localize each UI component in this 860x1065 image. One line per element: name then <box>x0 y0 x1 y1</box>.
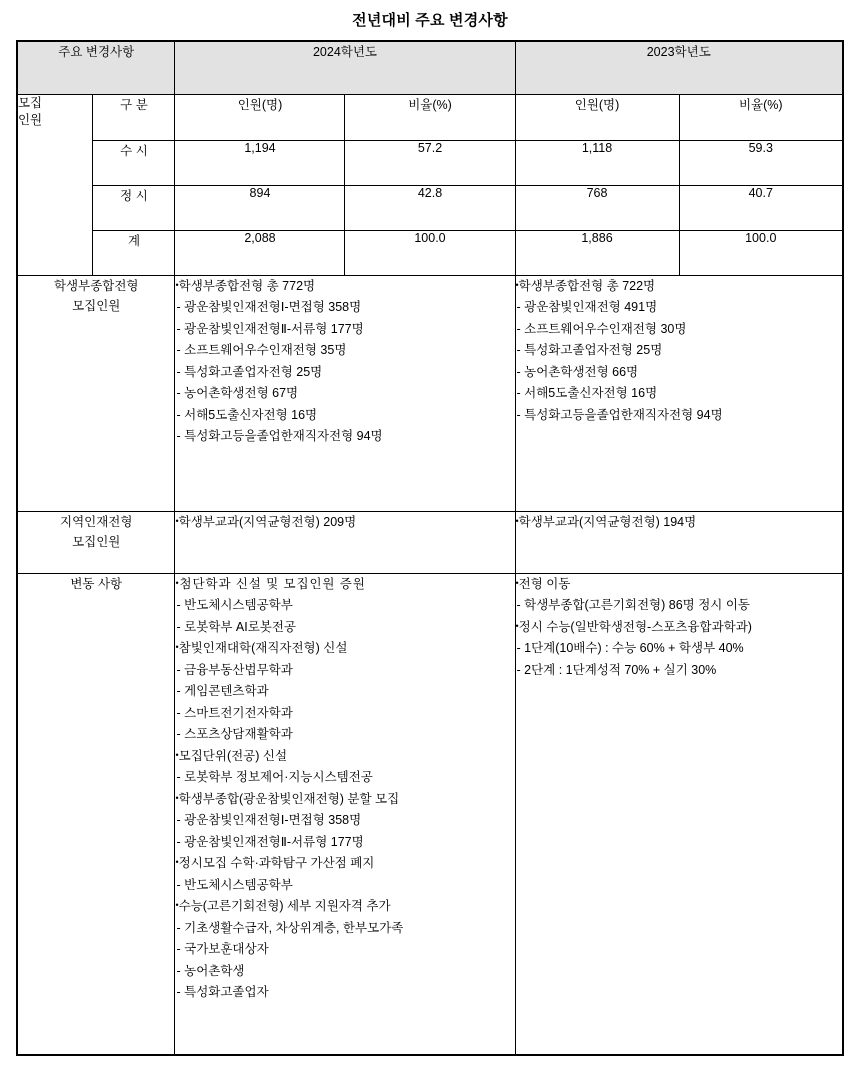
page-title: 전년대비 주요 변경사항 <box>352 12 508 29</box>
capacity-count-2024-1: 894 <box>175 185 345 230</box>
capacity-row-label-2: 계 <box>93 230 175 275</box>
section-label-1-line1: 지역인재전형 <box>60 514 133 529</box>
list-item: - 서해5도출신자전형 16명 <box>175 405 514 427</box>
list-item: - 1단계(10배수) : 수능 60% + 학생부 40% <box>516 638 843 660</box>
list-item: - 특성화고졸업자전형 25명 <box>175 362 514 384</box>
list-item: • 참빛인재대학(재직자전형) 신설 <box>175 638 514 660</box>
list-item: • 모집단위(전공) 신설 <box>175 746 514 768</box>
list-item: - 농어촌학생전형 66명 <box>516 362 843 384</box>
list-item: - 농어촌학생전형 67명 <box>175 383 514 405</box>
section-2-list-2023 <box>516 574 843 682</box>
capacity-row-label <box>17 94 93 275</box>
list-item: - 소프트웨어우수인재전형 35명 <box>175 340 514 362</box>
list-item: • 학생부종합(광운참빛인재전형) 분할 모집 <box>175 789 514 811</box>
table-row <box>17 230 843 275</box>
list-item: - 광운참빛인재전형 491명 <box>516 297 843 319</box>
list-item: - 반도체시스템공학부 <box>175 595 514 617</box>
list-item: - 서해5도출신자전형 16명 <box>516 383 843 405</box>
capacity-row-label-0: 수 시 <box>93 140 175 185</box>
section-label-2 <box>17 573 175 1055</box>
section-label-2-line1: 변동 사항 <box>70 576 123 591</box>
section-1-list-2024 <box>175 512 514 534</box>
subheader-ratio-2023: 비율(%) <box>679 94 843 140</box>
capacity-count-2023-1: 768 <box>515 185 679 230</box>
list-item: • 정시모집 수학·과학탐구 가산점 폐지 <box>175 853 514 875</box>
list-item: • 학생부종합전형 총 772명 <box>175 276 514 298</box>
capacity-ratio-2024-1: 42.8 <box>345 185 515 230</box>
subheader-count-2024: 인원(명) <box>175 94 345 140</box>
list-item: - 소프트웨어우수인재전형 30명 <box>516 319 843 341</box>
section-1-items-2023 <box>515 511 843 573</box>
list-item: - 2단계 : 1단계성적 70% + 실기 30% <box>516 660 843 682</box>
list-item: - 특성화고등을졸업한재직자전형 94명 <box>175 426 514 448</box>
section-0-list-2023 <box>516 276 843 427</box>
list-item: - 스마트전기전자학과 <box>175 703 514 725</box>
section-label-1-line2: 모집인원 <box>72 534 121 549</box>
section-0-list-2024 <box>175 276 514 448</box>
subheader-count-2023: 인원(명) <box>515 94 679 140</box>
section-label-0-line1: 학생부종합전형 <box>53 278 139 293</box>
list-item: • 정시 수능(일반학생전형-스포츠융합과학과) <box>516 617 843 639</box>
capacity-count-2024-2: 2,088 <box>175 230 345 275</box>
capacity-row-label-1: 정 시 <box>93 185 175 230</box>
list-item: - 금융부동산법무학과 <box>175 660 514 682</box>
section-label-0-line2: 모집인원 <box>72 298 121 313</box>
list-item: • 첨단학과 신설 및 모집인원 증원 <box>175 574 514 596</box>
table-header-row <box>17 41 843 94</box>
changes-comparison-table <box>16 40 844 1056</box>
header-year-2023: 2023학년도 <box>515 41 843 94</box>
capacity-count-2023-0: 1,118 <box>515 140 679 185</box>
list-item: - 광운참빛인재전형Ⅰ-면접형 358명 <box>175 297 514 319</box>
capacity-row-label-line2: 인원 <box>17 113 43 128</box>
capacity-ratio-2023-0: 59.3 <box>679 140 843 185</box>
section-1-items-2024 <box>175 511 515 573</box>
list-item: - 광운참빛인재전형Ⅰ-면접형 358명 <box>175 810 514 832</box>
list-item: • 학생부교과(지역균형전형) 194명 <box>516 512 843 534</box>
list-item: - 기초생활수급자, 차상위계층, 한부모가족 <box>175 918 514 940</box>
section-row-regional-talent <box>17 511 843 573</box>
list-item: - 특성화고졸업자전형 25명 <box>516 340 843 362</box>
capacity-ratio-2023-1: 40.7 <box>679 185 843 230</box>
section-label-1 <box>17 511 175 573</box>
list-item: • 수능(고른기회전형) 세부 지원자격 추가 <box>175 896 514 918</box>
header-year-2024: 2024학년도 <box>175 41 515 94</box>
section-2-items-2023 <box>515 573 843 1055</box>
capacity-subheader-row <box>17 94 843 140</box>
list-item: - 광운참빛인재전형Ⅱ-서류형 177명 <box>175 319 514 341</box>
subheader-ratio-2024: 비율(%) <box>345 94 515 140</box>
list-item: • 전형 이동 <box>516 574 843 596</box>
list-item: - 스포츠상담재활학과 <box>175 724 514 746</box>
capacity-ratio-2024-2: 100.0 <box>345 230 515 275</box>
section-0-items-2024 <box>175 275 515 511</box>
capacity-ratio-2024-0: 57.2 <box>345 140 515 185</box>
list-item: - 국가보훈대상자 <box>175 939 514 961</box>
capacity-row-label-line1: 모집 <box>17 95 43 110</box>
list-item: - 로봇학부 정보제어·지능시스템전공 <box>175 767 514 789</box>
list-item: - 게임콘텐츠학과 <box>175 681 514 703</box>
list-item: - 특성화고졸업자 <box>175 982 514 1004</box>
capacity-ratio-2023-2: 100.0 <box>679 230 843 275</box>
capacity-count-2024-0: 1,194 <box>175 140 345 185</box>
section-2-items-2024 <box>175 573 515 1055</box>
capacity-count-2023-2: 1,886 <box>515 230 679 275</box>
list-item: - 반도체시스템공학부 <box>175 875 514 897</box>
list-item: - 로봇학부 AI로봇전공 <box>175 617 514 639</box>
section-0-items-2023 <box>515 275 843 511</box>
list-item: - 광운참빛인재전형Ⅱ-서류형 177명 <box>175 832 514 854</box>
capacity-group-header: 구 분 <box>93 94 175 140</box>
list-item: - 학생부종합(고른기회전형) 86명 정시 이동 <box>516 595 843 617</box>
list-item: - 특성화고등을졸업한재직자전형 94명 <box>516 405 843 427</box>
header-main-label: 주요 변경사항 <box>17 41 175 94</box>
section-label-0 <box>17 275 175 511</box>
list-item: - 농어촌학생 <box>175 961 514 983</box>
list-item: • 학생부종합전형 총 722명 <box>516 276 843 298</box>
section-row-changes <box>17 573 843 1055</box>
table-row <box>17 140 843 185</box>
section-row-student-comprehensive <box>17 275 843 511</box>
section-1-list-2023 <box>516 512 843 534</box>
section-2-list-2024 <box>175 574 514 1004</box>
list-item: • 학생부교과(지역균형전형) 209명 <box>175 512 514 534</box>
table-row <box>17 185 843 230</box>
